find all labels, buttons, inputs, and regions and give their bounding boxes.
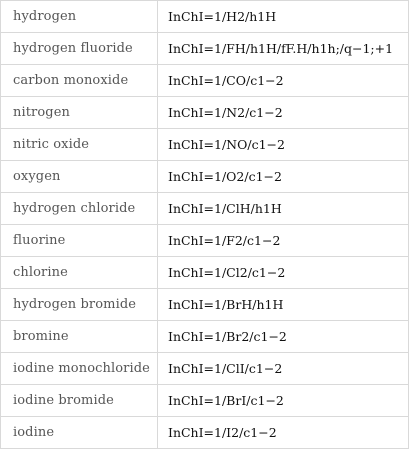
table-row <box>1 353 409 385</box>
inchi-value: InChI=1/H2/h1H <box>158 1 409 32</box>
table-row <box>1 385 409 417</box>
table-row <box>1 225 409 257</box>
inchi-value: InChI=1/BrH/h1H <box>158 289 409 320</box>
compound-name: hydrogen chloride <box>1 193 158 224</box>
inchi-value: InChI=1/Cl2/c1−2 <box>158 257 409 288</box>
inchi-value: InChI=1/ClI/c1−2 <box>158 353 409 384</box>
table-row <box>1 65 409 97</box>
table-row <box>1 193 409 225</box>
compound-name: carbon monoxide <box>1 65 158 96</box>
compound-name: hydrogen fluoride <box>1 33 158 64</box>
table-row <box>1 97 409 129</box>
compound-name: bromine <box>1 321 158 352</box>
inchi-value: InChI=1/BrI/c1−2 <box>158 385 409 416</box>
table-row <box>1 161 409 193</box>
inchi-value: InChI=1/N2/c1−2 <box>158 97 409 128</box>
inchi-value: InChI=1/NO/c1−2 <box>158 129 409 160</box>
table-row <box>1 257 409 289</box>
inchi-value: InChI=1/I2/c1−2 <box>158 417 409 448</box>
table-row <box>1 129 409 161</box>
table-row <box>1 33 409 65</box>
compound-name: chlorine <box>1 257 158 288</box>
compound-name: nitrogen <box>1 97 158 128</box>
inchi-value: InChI=1/Br2/c1−2 <box>158 321 409 352</box>
inchi-value: InChI=1/FH/h1H/fF.H/h1h;/q−1;+1 <box>158 33 409 64</box>
compound-name: iodine monochloride <box>1 353 158 384</box>
inchi-value: InChI=1/ClH/h1H <box>158 193 409 224</box>
compound-name: nitric oxide <box>1 129 158 160</box>
inchi-value: InChI=1/O2/c1−2 <box>158 161 409 192</box>
compound-name: oxygen <box>1 161 158 192</box>
table-row <box>1 417 409 449</box>
table-row <box>1 289 409 321</box>
compound-name: hydrogen bromide <box>1 289 158 320</box>
compound-name: iodine <box>1 417 158 448</box>
table-row <box>1 321 409 353</box>
inchi-value: InChI=1/F2/c1−2 <box>158 225 409 256</box>
compound-name: fluorine <box>1 225 158 256</box>
table-row <box>1 1 409 33</box>
compound-name: hydrogen <box>1 1 158 32</box>
inchi-value: InChI=1/CO/c1−2 <box>158 65 409 96</box>
compound-name: iodine bromide <box>1 385 158 416</box>
